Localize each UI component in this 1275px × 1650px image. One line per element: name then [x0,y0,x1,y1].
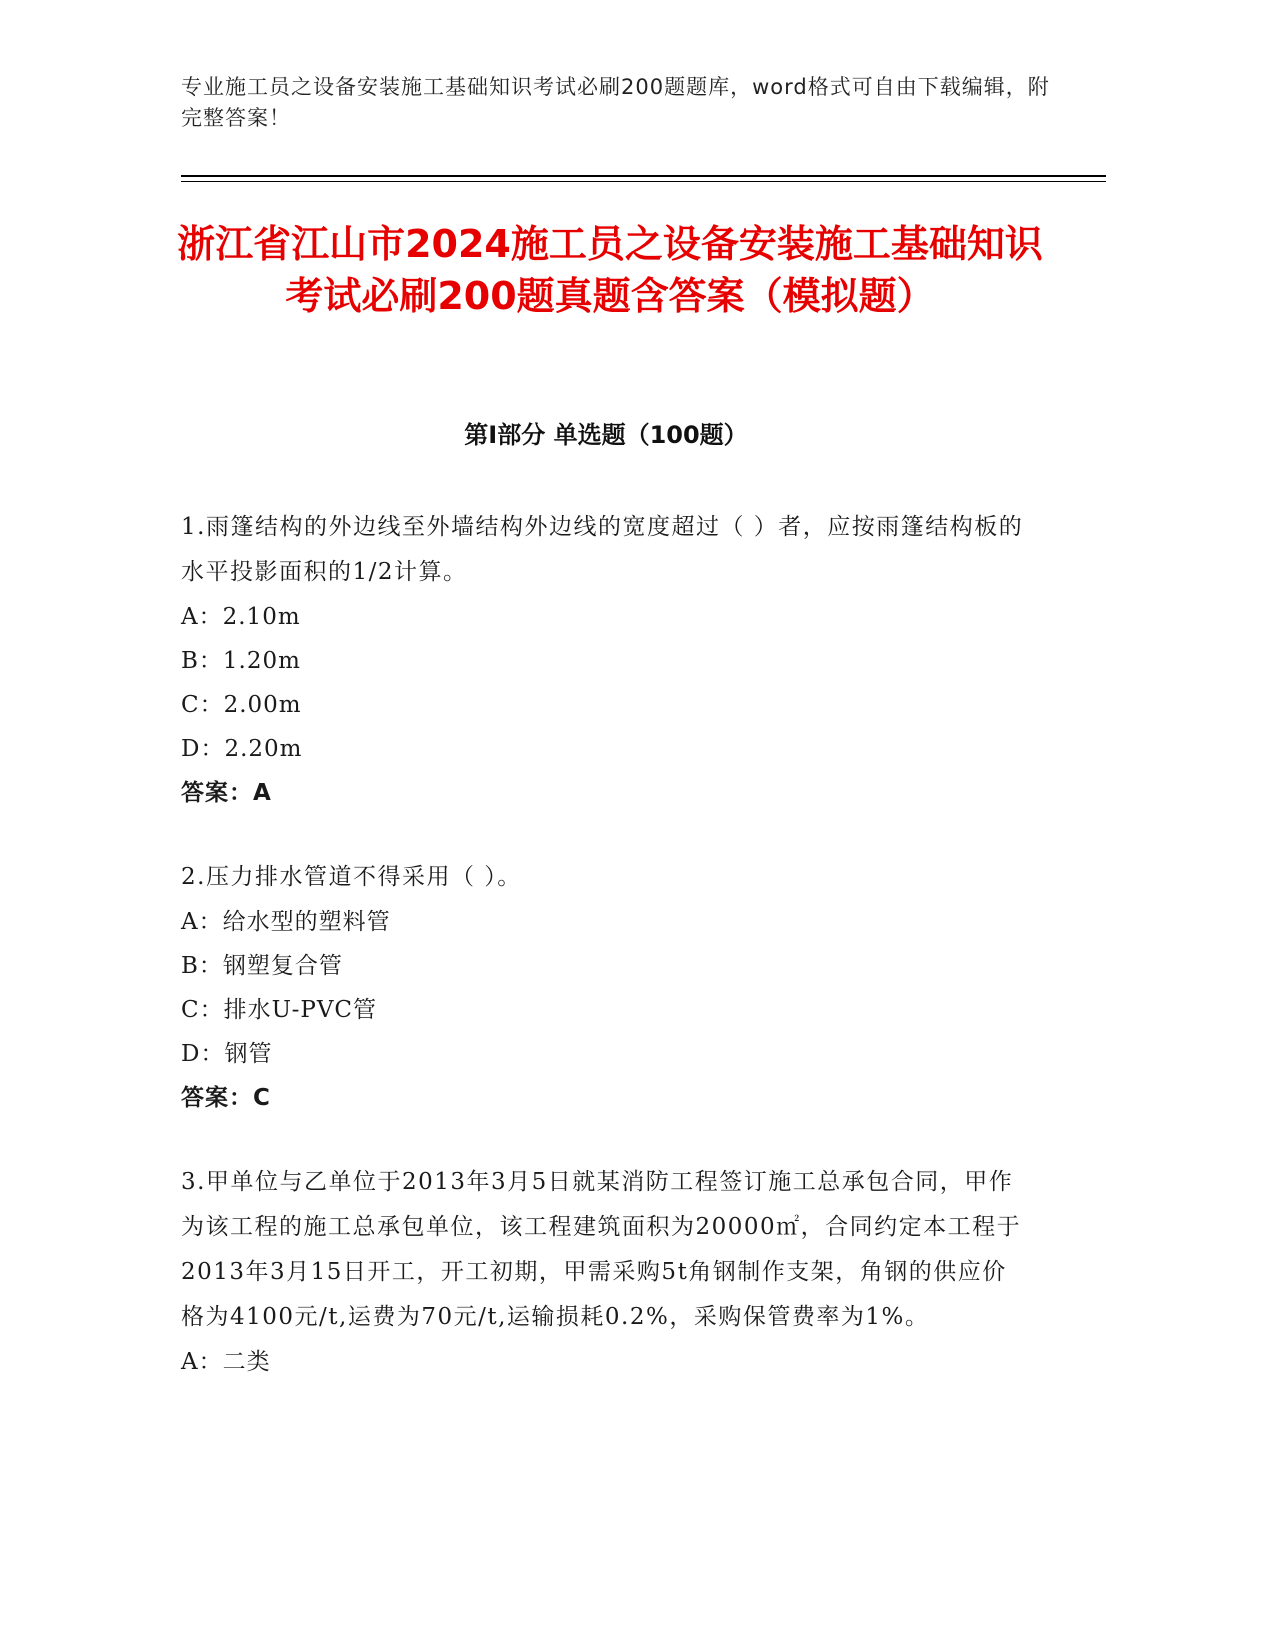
option-d: D：2.20m [181,736,303,762]
option-d: D：钢管 [181,1041,273,1067]
option-c: C：排水U-PVC管 [181,997,378,1023]
question-stem: 2.压力排水管道不得采用（ ）。 [181,864,522,890]
question-3 [181,1160,1031,1384]
option-a: A：二类 [181,1349,271,1375]
question-1 [181,505,1031,815]
option-c: C：2.00m [181,692,302,718]
option-b: B：1.20m [181,648,301,674]
document-title: 浙江省江山市2024施工员之设备安装施工基础知识考试必刷200题真题含答案（模拟题） [177,222,1043,318]
option-a: A：2.10m [181,604,301,630]
question-stem: 3.甲单位与乙单位于2013年3月5日就某消防工程签订施工总承包合同，甲作为该工程的施工总承包单位，该工程建筑面积为20000㎡，合同约定本工程于2013年3月15日开工，开工初期，甲需采购5t角钢制作支架，角钢的供应价格为4100元/t,运费为70元/t,运输损耗0.2%，采购保管费率为1%。 [181,1169,1022,1330]
option-b: B：钢塑复合管 [181,953,343,979]
header-divider-thick [181,175,1106,177]
header-divider-thin [181,181,1106,182]
question-list [181,505,1031,1424]
answer: 答案：C [181,1085,271,1111]
question-2 [181,855,1031,1120]
answer: 答案：A [181,780,272,806]
section-heading: 第I部分 单选题（100题） [464,421,748,449]
question-stem: 1.雨篷结构的外边线至外墙结构外边线的宽度超过（ ）者，应按雨篷结构板的水平投影面积的1/2计算。 [181,514,1024,585]
header-note: 专业施工员之设备安装施工基础知识考试必刷200题题库，word格式可自由下载编辑，附完整答案！ [181,75,1050,130]
option-a: A：给水型的塑料管 [181,909,391,935]
